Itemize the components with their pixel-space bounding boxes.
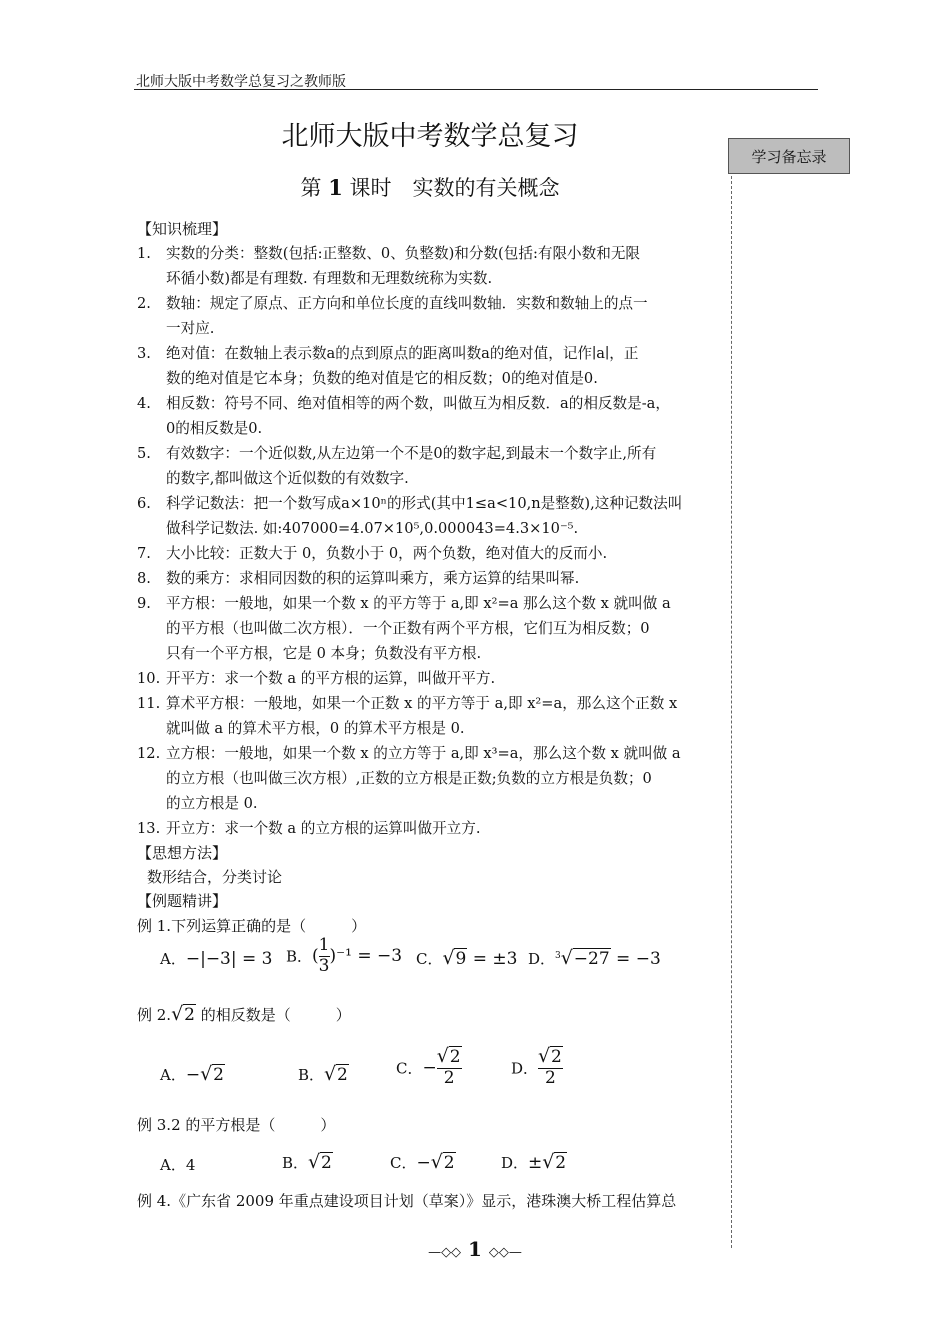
knowledge-item [137,816,727,841]
option-expression-tail: = ±3 [467,949,518,969]
item-line: 开平方：求一个数 a 的平方根的运算，叫做开平方. [166,670,496,687]
item-line: 环循小数)都是有理数. 有理数和无理数统称为实数. [166,270,493,287]
radical [442,949,467,969]
option-label: C． [396,1059,423,1078]
numerator: 1 [318,935,330,955]
denominator: 3 [318,955,330,976]
item-number: 7. [137,545,151,562]
item-line: 数轴：规定了原点、正方向和单位长度的直线叫数轴．实数和数轴上的点一 [166,295,648,312]
denominator: 2 [545,1067,556,1088]
subtitle-text: 课时 实数的有关概念 [349,176,560,200]
item-number: 1. [137,245,151,262]
item-number: 9. [137,595,151,612]
study-memo-label: 学习备忘录 [728,138,850,174]
knowledge-item [137,491,727,541]
item-line: 立方根：一般地，如果一个数 x 的立方等于 a,即 x³=a，那么这个数 x 就叫做 a [166,745,681,762]
radicand: 2 [321,1153,332,1173]
item-line: 就叫做 a 的算术平方根，0 的算术平方根是 0. [166,720,465,737]
radical [308,1153,333,1173]
option-label: D． [501,1154,529,1172]
radicand: 2 [184,1005,195,1025]
option-label: A． [160,950,186,968]
item-line: 一对应. [166,320,215,337]
fraction [437,1048,462,1088]
example-1-option-c [416,948,517,969]
option-label: C． [390,1154,417,1172]
stem-prefix: 例 2. [137,1006,172,1024]
option-expression-tail: ⁻¹ = −3 [336,946,403,967]
radicand: 2 [551,1047,562,1067]
item-line: 科学记数法：把一个数写成a×10ⁿ的形式(其中1≤a<10,n是整数),这种记数法叫 [166,495,683,512]
knowledge-item [137,666,727,691]
radical [437,1048,462,1068]
example-2-stem [137,1004,351,1025]
item-line: 平方根：一般地，如果一个数 x 的平方等于 a,即 x²=a 那么这个数 x 就叫做 a [166,595,671,612]
option-label: B． [286,947,313,966]
method-text: 数形结合，分类讨论 [147,868,283,886]
item-line: 只有一个平方根，它是 0 本身；负数没有平方根. [166,645,482,662]
item-number: 4. [137,395,151,412]
radicand: 9 [455,949,467,969]
knowledge-item [137,591,727,666]
item-number: 10. [137,670,161,687]
denominator: 2 [443,1067,455,1088]
item-number: 5. [137,445,151,462]
lesson-number: 1 [328,175,343,200]
example-3-option-b [282,1152,333,1173]
item-line: 的数字,都叫做这个近似数的有效数字. [166,470,409,487]
example-3-option-d [501,1152,567,1173]
page-footer [0,1237,950,1261]
running-header: 北师大版中考数学总复习之教师版 [136,74,346,90]
page-title: 北师大版中考数学总复习 [281,121,579,152]
option-label: D． [528,950,556,968]
knowledge-item [137,691,727,741]
sign: ± [528,1153,543,1173]
knowledge-item [137,241,727,291]
item-number: 6. [137,495,151,512]
item-line: 数的乘方：求相同因数的积的运算叫乘方，乘方运算的结果叫幂. [166,570,580,587]
knowledge-item [137,391,727,441]
item-line: 相反数：符号不同、绝对值相等的两个数，叫做互为相反数．a的相反数是-a， [166,395,670,412]
option-expression: −|−3| = 3 [185,949,273,969]
radicand: −27 [573,949,610,969]
fraction [319,936,330,976]
example-3-option-c [390,1152,456,1173]
example-2-option-a [160,1064,225,1085]
example-1-option-b: B．( $\frac{1}{3}$ )⁻¹ = −3 [286,935,403,976]
item-line: 做科学记数法. 如:407000=4.07×10⁵,0.000043=4.3×10⁻⁵. [166,520,579,537]
knowledge-item [137,541,727,566]
example-2-option-c [396,1048,462,1088]
knowledge-item [137,441,727,491]
sign: − [422,1058,437,1079]
knowledge-item [137,341,727,391]
example-1-stem: 例 1.下列运算正确的是（ ） [137,917,367,935]
option-expression-tail: = −3 [610,949,661,969]
radical [171,1005,196,1025]
page-number: 1 [468,1237,482,1261]
radical [561,949,611,969]
fraction [538,1048,563,1088]
item-line: 开立方：求一个数 a 的立方根的运算叫做开立方. [166,820,481,837]
item-line: 的立方根是 0. [166,795,258,812]
item-number: 11. [137,695,161,712]
radicand: 2 [443,1153,455,1173]
footer-ornament-right: ◇◇— [488,1245,522,1260]
radicand: 2 [449,1047,461,1067]
example-2-option-d [511,1048,563,1088]
option-label: C． [416,950,443,968]
stem-text: 的相反数是（ ） [195,1006,351,1024]
item-number: 8. [137,570,151,587]
option-label: B． [298,1066,325,1084]
radicand: 2 [337,1065,348,1085]
root-index: 3 [555,951,561,961]
radical [538,1048,563,1068]
option-label: A． [160,1066,186,1084]
subtitle-prefix: 第 [300,176,322,200]
section-knowledge: 【知识梳理】 [137,220,228,238]
section-method: 【思想方法】 [137,844,228,862]
item-number: 2. [137,295,151,312]
example-1-option-a [160,948,272,969]
item-line: 绝对值：在数轴上表示数a的点到原点的距离叫数a的绝对值，记作∣a∣，正 [166,345,639,362]
radicand: 2 [555,1153,567,1173]
footer-ornament-left: —◇◇ [428,1245,462,1260]
example-3-stem: 例 3.2 的平方根是（ ） [137,1116,336,1134]
knowledge-item [137,741,727,816]
item-line: 数的绝对值是它本身；负数的绝对值是它的相反数；0的绝对值是0. [166,370,598,387]
example-2-option-b [298,1064,349,1085]
radicand: 2 [213,1065,224,1085]
radical [200,1065,225,1085]
item-line: 有效数字：一个近似数,从左边第一个不是0的数字起,到最末一个数字止,所有 [166,445,657,462]
item-number: 13. [137,820,161,837]
section-examples: 【例题精讲】 [137,892,228,910]
item-line: 大小比较：正数大于 0，负数小于 0，两个负数，绝对值大的反而小. [166,545,608,562]
example-1-option-d [528,948,661,969]
item-line: 的平方根（也叫做二次方根）．一个正数有两个平方根，它们互为相反数；0 [166,620,650,637]
sign: − [416,1153,431,1173]
knowledge-item [137,566,727,591]
memo-margin-divider [731,176,732,1248]
item-number: 3. [137,345,151,362]
radical [431,1153,456,1173]
item-line: 算术平方根：一般地，如果一个正数 x 的平方等于 a,即 x²=a，那么这个正数 x [166,695,678,712]
option-label: B． [282,1154,309,1172]
sign: − [185,1065,201,1085]
example-4-stem: 例 4.《广东省 2009 年重点建设项目计划（草案）》显示，港珠澳大桥工程估算总 [137,1192,677,1210]
item-line: 的立方根（也叫做三次方根）,正数的立方根是正数;负数的立方根是负数；0 [166,770,652,787]
option-label: D． [511,1059,539,1078]
item-number: 12. [137,745,161,762]
item-line: 实数的分类：整数(包括:正整数、0、负整数)和分数(包括:有限小数和无限 [166,245,641,262]
knowledge-item [137,291,727,341]
item-line: 0的相反数是0. [166,420,263,437]
example-3-option-a: A．4 [160,1156,196,1174]
radical [324,1065,349,1085]
radical [542,1153,567,1173]
header-divider [134,89,818,90]
